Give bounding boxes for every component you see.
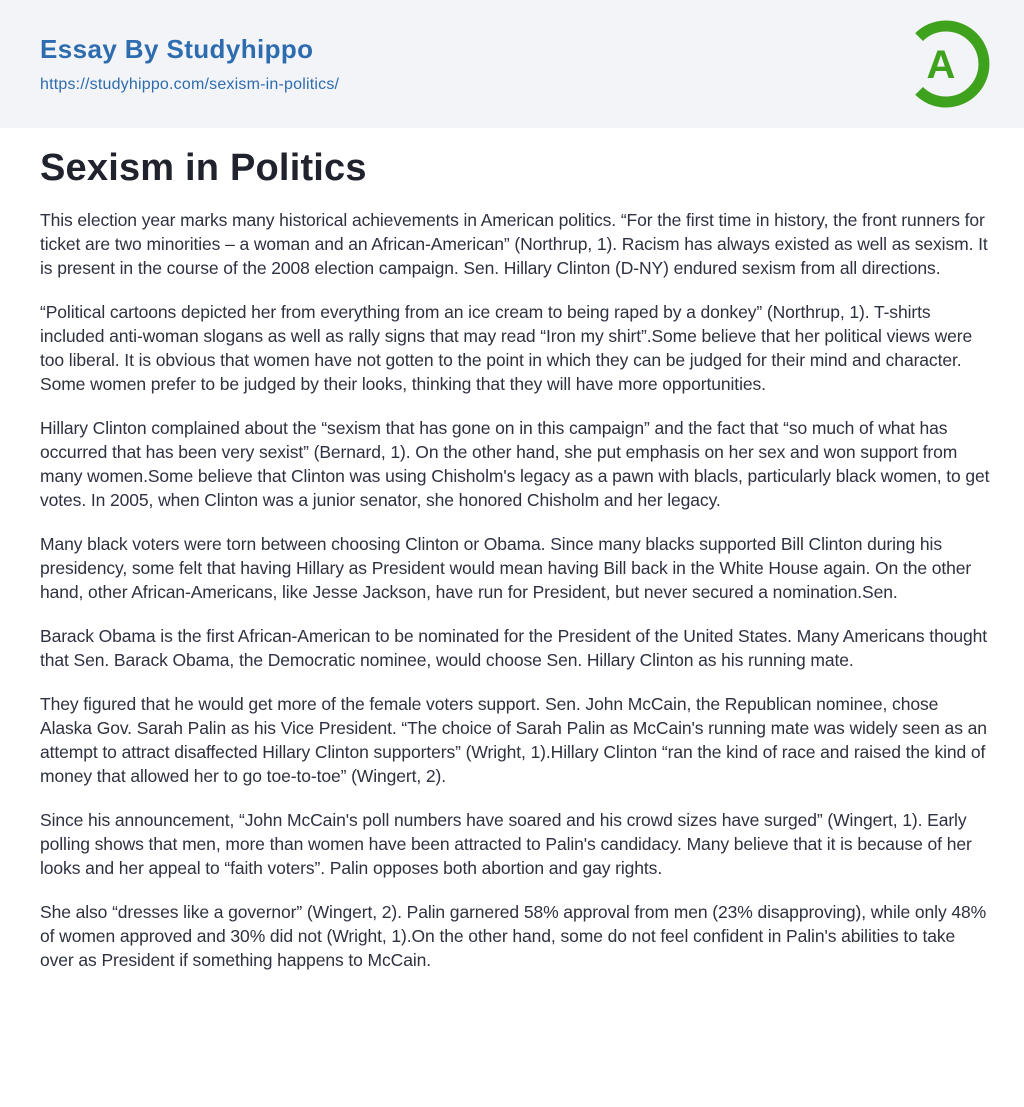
paragraph: She also “dresses like a governor” (Wingert, 2). Palin garnered 58% approval from men (23% disapproving), while only 48% of women approved and 30% did not (Wright, 1).On the other hand, some do not feel confident in Palin's abilities to take over as President if something happens to McCain. <box>40 901 987 970</box>
paragraph: Hillary Clinton complained about the “sexism that has gone on in this campaign” and the fact that “so much of what has occurred that has been very sexist” (Bernard, 1). On the other hand, she put emphasis on her sex and won support from many women.Some believe that Clinton was using Chisholm's legacy as a pawn with blacls, particularly black women, to get votes. In 2005, when Clinton was a junior senator, she honored Chisholm and her legacy. <box>40 417 990 510</box>
paragraph: Since his announcement, “John McCain's poll numbers have soared and his crowd sizes have surged” (Wingert, 1). Early polling shows that men, more than women have been attracted to Palin's candidacy. Many believe that it is because of her looks and her appeal to “faith voters”. Palin opposes both abortion and gay rights. <box>40 809 972 878</box>
paragraph: They figured that he would get more of the female voters support. Sen. John McCain, the Republican nominee, chose Alaska Gov. Sarah Palin as his Vice President. “The choice of Sarah Palin as McCain's running mate was widely seen as an attempt to attract disaffected Hillary Clinton supporters” (Wright, 1).Hillary Clinton “ran the kind of race and raised the kind of money that allowed her to go toe-to-toe” (Wingert, 2). <box>40 693 987 786</box>
studyhippo-logo-icon <box>898 16 994 112</box>
essay-url-link[interactable]: https://studyhippo.com/sexism-in-politics/ <box>40 76 340 93</box>
essay-content <box>0 128 1024 972</box>
paragraph: “Political cartoons depicted her from everything from an ice cream to being raped by a donkey” (Northrup, 1). T-shirts included anti-woman slogans as well as rally signs that may read “Iron my shirt”.Some believe that her political views were too liberal. It is obvious that women have not gotten to the point in which they can be judged for their mind and character. Some women prefer to be judged by their looks, thinking that they will have more opportunities. <box>40 301 973 394</box>
paragraph: This election year marks many historical achievements in American politics. “For the first time in history, the front runners for ticket are two minorities – a woman and an African-American” (Northrup, 1). Racism has always existed as well as sexism. It is present in the course of the 2008 election campaign. Sen. Hillary Clinton (D-NY) endured sexism from all directions. <box>40 209 988 278</box>
article-body <box>40 208 990 972</box>
logo-letter: A <box>926 43 956 87</box>
header-text-block <box>40 34 339 94</box>
paragraph: Barack Obama is the first African-American to be nominated for the President of the United States. Many Americans thought that Sen. Barack Obama, the Democratic nominee, would choose Sen. Hillary Clinton as his running mate. <box>40 625 987 670</box>
site-title: Essay By Studyhippo <box>40 34 314 64</box>
paragraph: Many black voters were torn between choosing Clinton or Obama. Since many blacks supported Bill Clinton during his presidency, some felt that having Hillary as President would mean having Bill back in the White House again. On the other hand, other African-Americans, like Jesse Jackson, have run for President, but never secured a nomination.Sen. <box>40 533 972 602</box>
page-header <box>0 0 1024 128</box>
page-title: Sexism in Politics <box>40 147 367 189</box>
